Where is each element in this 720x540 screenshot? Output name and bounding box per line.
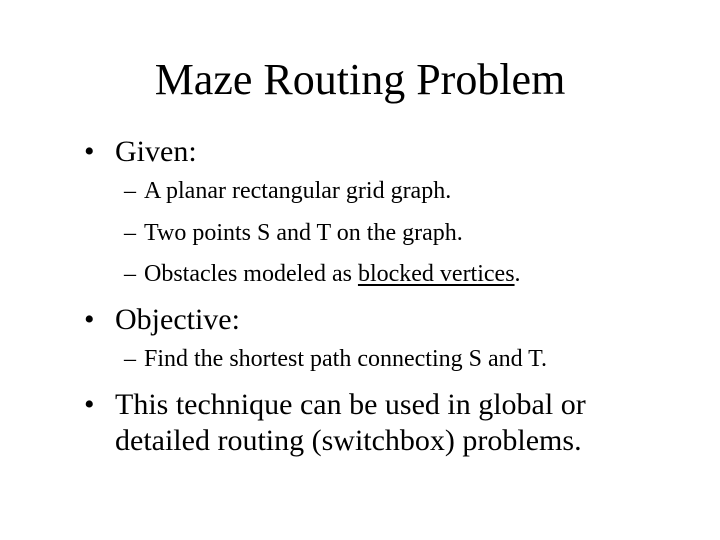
obstacles-prefix: Obstacles modeled as xyxy=(144,261,358,287)
sub-item-text xyxy=(144,259,521,289)
slide-title: Maze Routing Problem xyxy=(154,55,566,104)
obstacles-suffix: . xyxy=(514,261,521,287)
bullet-objective-label: Objective: xyxy=(115,303,240,336)
sub-dash: – xyxy=(124,178,136,204)
sub-item-text: Two points S and T on the graph. xyxy=(144,220,463,246)
blocked-vertices-term: blocked vertices xyxy=(357,261,515,287)
bullet-dot: • xyxy=(84,388,95,421)
bullet-dot: • xyxy=(84,135,95,168)
sub-item-text: A planar rectangular grid graph. xyxy=(144,178,452,204)
bullet-given-label: Given: xyxy=(115,135,197,168)
sub-item-text: Find the shortest path connecting S and T. xyxy=(144,346,548,372)
sub-dash: – xyxy=(124,220,136,246)
sub-dash: – xyxy=(124,261,136,287)
bullet-dot: • xyxy=(84,303,95,336)
bullet-technique-line1: This technique can be used in global or xyxy=(115,388,586,421)
bullet-technique-line2: detailed routing (switchbox) problems. xyxy=(115,424,582,457)
sub-dash: – xyxy=(124,346,136,372)
